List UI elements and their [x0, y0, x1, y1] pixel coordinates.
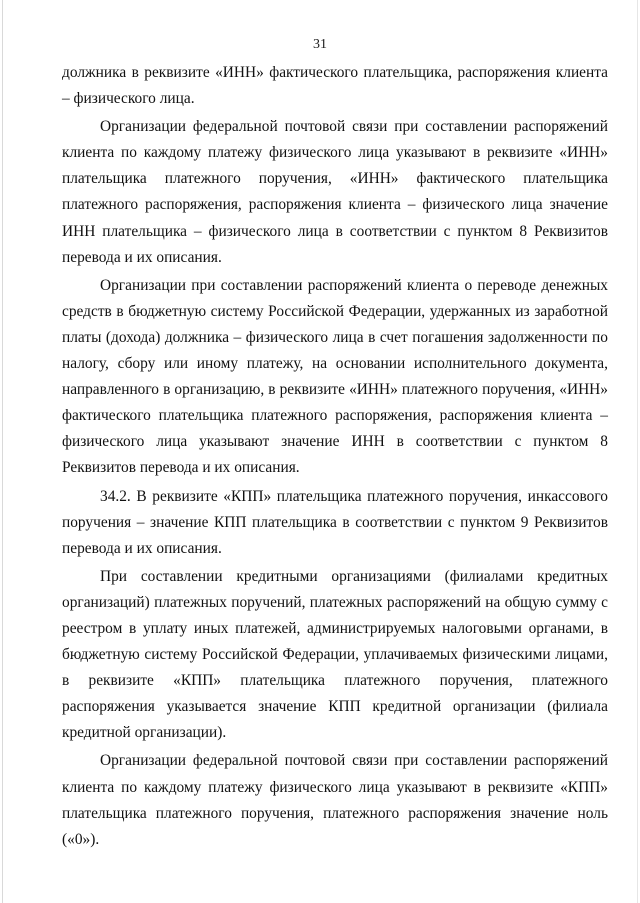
page-number: 31: [313, 37, 327, 52]
paragraph-postal-inn: Организации федеральной почтовой связи при составлении распоряжений клиента по каждому платежу физического лица указывают в реквизите «ИНН» плательщика платежного поручения, «ИНН» фактического плательщика платежного распоряжения, распоряжения клиента – физического лица значение ИНН плательщика – физического лица в соответствии с пунктом 8 Реквизитов перевода и их описания.: [62, 118, 608, 266]
scan-edge-right: [637, 0, 638, 903]
paragraph-34-2-kpp: 34.2. В реквизите «КПП» плательщика платежного поручения, инкассового поручения – значение КПП плательщика в соответствии с пунктом 9 Реквизитов перевода и их описания.: [62, 487, 608, 557]
paragraph-continuation: должника в реквизите «ИНН» фактического плательщика, распоряжения клиента – физического лица.: [62, 64, 608, 108]
scan-edge-left: [2, 0, 3, 903]
paragraph-credit-org-kpp: При составлении кредитными организациями (филиалами кредитных организаций) платежных поручений, платежных распоряжений на общую сумму с реестром в уплату иных платежей, администрируемых налоговыми органами, в бюджетную систему Российской Федерации, уплачиваемых физическими лицами, в реквизите «КПП» плательщика платежного поручения, платежного распоряжения указывается значение КПП кредитной организации (филиала кредитной организации).: [62, 567, 608, 742]
body-text: [62, 60, 608, 855]
paragraph-postal-kpp: Организации федеральной почтовой связи при составлении распоряжений клиента по каждому платежу физического лица указывают в реквизите «КПП» плательщика платежного поручения, платежного распоряжения значение ноль («0»).: [62, 752, 608, 848]
paragraph-salary-deduction-inn: Организации при составлении распоряжений клиента о переводе денежных средств в бюджетную систему Российской Федерации, удержанных из заработной платы (дохода) должника – физического лица в счет погашения задолженности по налогу, сбору или иному платежу, на основании исполнительного документа, направленного в организацию, в реквизите «ИНН» платежного поручения, «ИНН» фактического плательщика платежного распоряжения, распоряжения клиента – физического лица указывают значение ИНН в соответствии с пунктом 8 Реквизитов перевода и их описания.: [62, 276, 608, 477]
